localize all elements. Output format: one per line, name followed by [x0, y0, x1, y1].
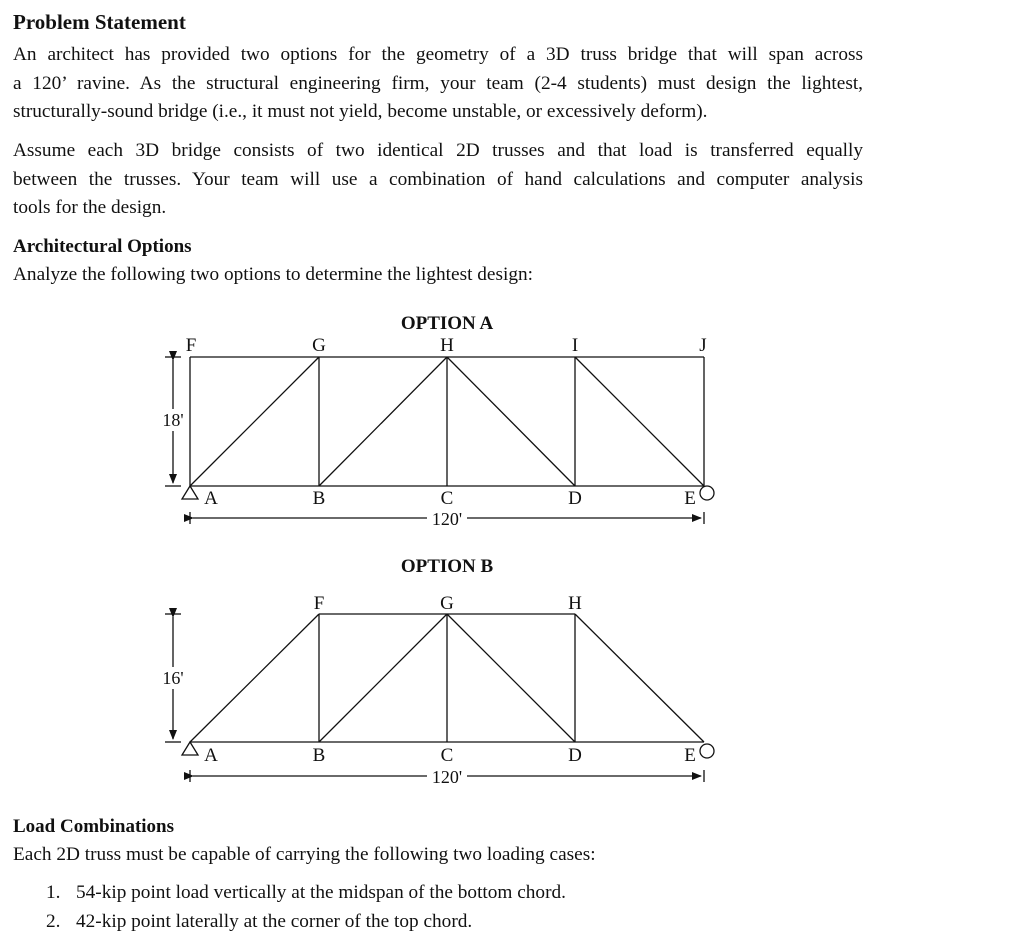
node-label: A — [204, 488, 218, 509]
roller-support-icon — [700, 744, 714, 758]
node-label: I — [571, 335, 579, 356]
span-label: 120' — [431, 767, 463, 787]
node-label: H — [568, 593, 582, 614]
diagonal-member-gd — [447, 614, 575, 742]
node-label: C — [440, 745, 454, 766]
paragraph-line: An architect has provided two options for the geometry of a 3D truss bridge that will span across — [13, 44, 863, 65]
pin-support-icon — [182, 486, 198, 499]
paragraph-line: structurally-sound bridge (i.e., it must not yield, become unstable, or excessively deform). — [13, 101, 708, 122]
diagonal-member-hd — [447, 357, 575, 486]
node-label: B — [312, 488, 326, 509]
paragraph-line: Assume each 3D bridge consists of two identical 2D trusses and that load is transferred equally — [13, 140, 863, 161]
height-label: 18' — [162, 410, 184, 430]
load-intro-text: Each 2D truss must be capable of carrying the following two loading cases: — [13, 844, 596, 865]
node-label: C — [440, 488, 454, 509]
paragraph-line: between the trusses. Your team will use a combination of hand calculations and computer analysis — [13, 168, 863, 190]
pin-support-icon — [182, 742, 198, 755]
diagonal-member-ie — [575, 357, 704, 486]
roller-support-icon — [700, 486, 714, 500]
end-diagonal-he — [575, 614, 704, 742]
node-label: G — [312, 335, 326, 356]
paragraph-line: tools for the design. — [13, 197, 167, 218]
paragraph-line: a 120’ ravine. As the structural engineering firm, your team (2-4 students) must design the lightest, — [13, 72, 863, 94]
architectural-options-heading: Architectural Options — [13, 236, 192, 257]
node-label: F — [185, 335, 197, 356]
diagonal-member-bg — [319, 614, 447, 742]
node-label: G — [440, 593, 454, 614]
option-b-title: OPTION B — [400, 556, 494, 577]
option-a-title: OPTION A — [400, 313, 494, 334]
node-label: F — [313, 593, 325, 614]
node-label: D — [568, 488, 582, 509]
node-label: B — [312, 745, 326, 766]
span-label: 120' — [431, 509, 463, 529]
node-label: E — [684, 745, 696, 766]
height-label: 16' — [162, 668, 184, 688]
option-b-diagram — [160, 556, 714, 787]
architectural-intro-text: Analyze the following two options to determine the lightest design: — [13, 264, 533, 285]
node-label: D — [568, 745, 582, 766]
node-label: E — [684, 488, 696, 509]
problem-statement-heading: Problem Statement — [13, 10, 186, 34]
list-item-number: 1. — [46, 882, 61, 903]
diagonal-member-bh — [319, 357, 447, 486]
list-item-number: 2. — [46, 911, 61, 932]
node-label: H — [440, 335, 454, 356]
diagonal-member-ag — [190, 357, 319, 486]
list-item-text: 54-kip point load vertically at the midspan of the bottom chord. — [76, 882, 566, 903]
option-a-diagram — [160, 313, 714, 529]
load-combinations-heading: Load Combinations — [13, 816, 175, 837]
end-diagonal-af — [190, 614, 319, 742]
list-item-text: 42-kip point laterally at the corner of the top chord. — [76, 911, 473, 932]
node-label: A — [204, 745, 218, 766]
node-label: J — [699, 335, 707, 356]
